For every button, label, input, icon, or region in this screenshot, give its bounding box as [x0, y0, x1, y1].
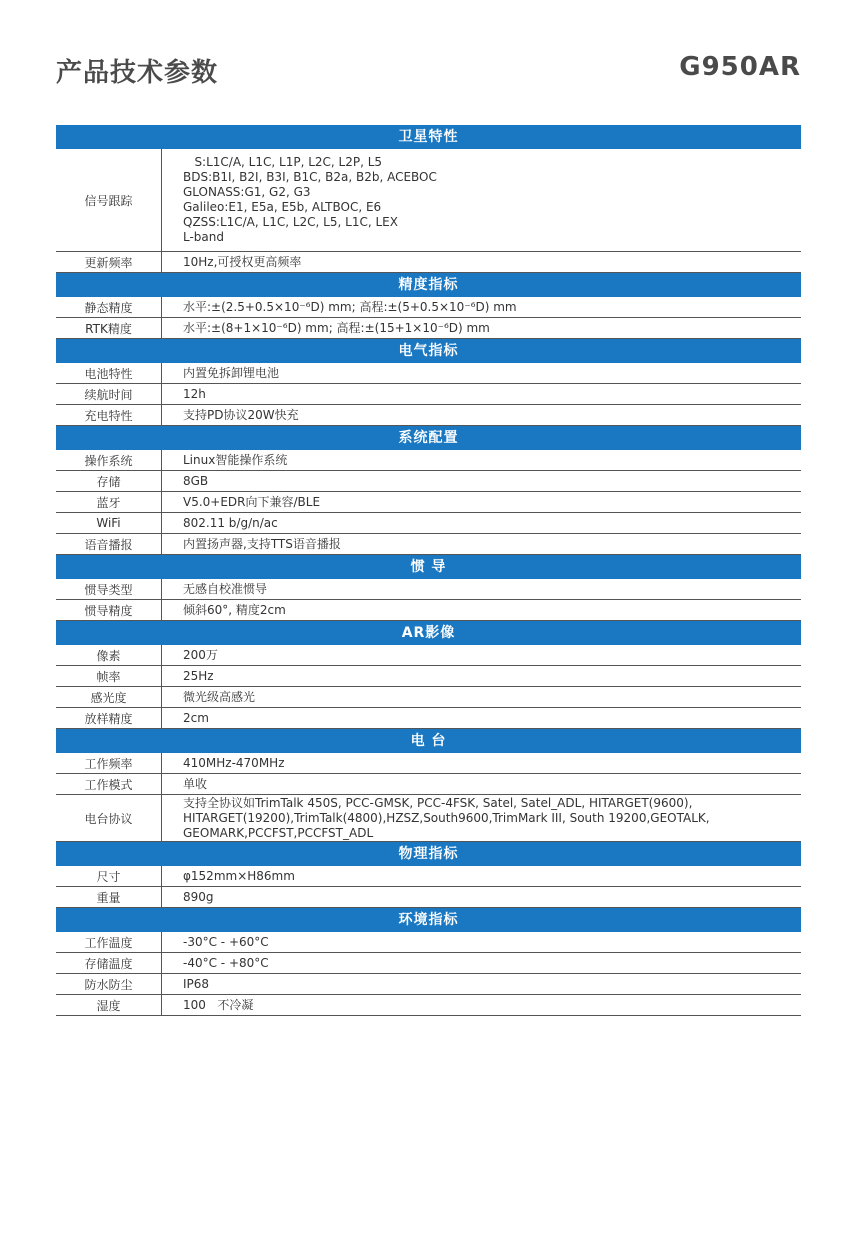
- spec-row: [56, 600, 801, 621]
- spec-value: [162, 252, 801, 272]
- spec-value-line: Galileo:E1, E5a, E5b, ALTBOC, E6: [183, 200, 382, 214]
- spec-value: [162, 932, 801, 952]
- spec-value: [162, 318, 801, 338]
- spec-row: [56, 450, 801, 471]
- spec-value: [162, 579, 801, 599]
- spec-label: 尺寸: [56, 866, 162, 886]
- section-header: 精度指标: [56, 273, 801, 297]
- section-header: 系统配置: [56, 426, 801, 450]
- spec-value: [162, 774, 801, 794]
- spec-value-line: Linux智能操作系统: [183, 452, 288, 467]
- section-header: 环境指标: [56, 908, 801, 932]
- spec-label: 防水防尘: [56, 974, 162, 994]
- spec-value: [162, 953, 801, 973]
- spec-value: [162, 866, 801, 886]
- spec-value: [162, 753, 801, 773]
- spec-value-line: -30°C - +60°C: [183, 934, 269, 949]
- spec-row: [56, 995, 801, 1016]
- spec-row: [56, 932, 801, 953]
- spec-value-line: HITARGET(19200),TrimTalk(4800),HZSZ,South9600,TrimMark III, South 19200,GEOTALK,: [183, 810, 710, 825]
- spec-value: [162, 149, 801, 251]
- spec-value-line: 单收: [183, 776, 208, 791]
- spec-label: 续航时间: [56, 384, 162, 404]
- spec-value-line: 8GB: [183, 473, 209, 488]
- spec-value-line: GLONASS:G1, G2, G3: [183, 185, 311, 199]
- spec-table: [56, 125, 801, 1016]
- spec-label: 放样精度: [56, 708, 162, 728]
- section-header: 电 台: [56, 729, 801, 753]
- model-name: G950AR: [679, 52, 801, 82]
- spec-value-line: GEOMARK,PCCFST,PCCFST_ADL: [183, 825, 374, 840]
- spec-value-line: 支持全协议如TrimTalk 450S, PCC-GMSK, PCC-4FSK, Satel, Satel_ADL, HITARGET(9600),: [183, 795, 693, 810]
- spec-row: [56, 492, 801, 513]
- spec-value: [162, 405, 801, 425]
- spec-value-line: 水平:±(2.5+0.5×10⁻⁶D) mm; 高程:±(5+0.5×10⁻⁶D) mm: [183, 299, 517, 314]
- page-header: [56, 52, 801, 92]
- spec-value-line: QZSS:L1C/A, L1C, L2C, L5, L1C, LEX: [183, 215, 398, 229]
- spec-value: [162, 687, 801, 707]
- spec-row: [56, 384, 801, 405]
- spec-value: [162, 887, 801, 907]
- spec-value-line: 倾斜60°, 精度2cm: [183, 602, 286, 617]
- spec-value-line: 10Hz,可授权更高频率: [183, 254, 302, 269]
- spec-value-line: 12h: [183, 386, 206, 401]
- spec-value: [162, 363, 801, 383]
- spec-value-line: IP68: [183, 976, 210, 991]
- spec-label: 操作系统: [56, 450, 162, 470]
- spec-label: 工作模式: [56, 774, 162, 794]
- spec-label: 电池特性: [56, 363, 162, 383]
- page-title: 产品技术参数: [56, 58, 219, 88]
- spec-value-line: 410MHz-470MHz: [183, 755, 285, 770]
- spec-value: [162, 974, 801, 994]
- spec-row: [56, 645, 801, 666]
- spec-value: [162, 297, 801, 317]
- spec-row: [56, 974, 801, 995]
- spec-value-line: 微光级高感光: [183, 689, 256, 704]
- spec-row: [56, 953, 801, 974]
- spec-row: [56, 666, 801, 687]
- spec-label: 静态精度: [56, 297, 162, 317]
- spec-row: [56, 363, 801, 384]
- spec-label: 惯导类型: [56, 579, 162, 599]
- spec-value-line: L-band: [183, 230, 224, 244]
- spec-row: [56, 579, 801, 600]
- spec-row: [56, 297, 801, 318]
- spec-value-line: 水平:±(8+1×10⁻⁶D) mm; 高程:±(15+1×10⁻⁶D) mm: [183, 320, 490, 335]
- spec-row: [56, 252, 801, 273]
- spec-value: [162, 645, 801, 665]
- spec-value-line: 890g: [183, 889, 214, 904]
- spec-label: WiFi: [56, 513, 162, 533]
- spec-value-line: 200万: [183, 647, 218, 662]
- spec-value: [162, 995, 801, 1015]
- spec-value: [162, 534, 801, 554]
- spec-label: 工作频率: [56, 753, 162, 773]
- spec-label: 更新频率: [56, 252, 162, 272]
- spec-value: [162, 450, 801, 470]
- section-header: 物理指标: [56, 842, 801, 866]
- spec-row: [56, 866, 801, 887]
- spec-value-line: BDS:B1I, B2I, B3I, B1C, B2a, B2b, ACEBOC: [183, 170, 437, 184]
- spec-row: [56, 513, 801, 534]
- spec-label: 像素: [56, 645, 162, 665]
- spec-row: [56, 687, 801, 708]
- spec-value: [162, 471, 801, 491]
- spec-value: [162, 384, 801, 404]
- spec-row: [56, 795, 801, 842]
- spec-value: [162, 513, 801, 533]
- spec-label: 惯导精度: [56, 600, 162, 620]
- spec-value-line: 无感自校准惯导: [183, 581, 268, 596]
- section-header: 卫星特性: [56, 125, 801, 149]
- spec-label: 存储: [56, 471, 162, 491]
- spec-row: [56, 774, 801, 795]
- spec-value-line: φ152mm×H86mm: [183, 868, 295, 883]
- spec-row: [56, 753, 801, 774]
- spec-label: 重量: [56, 887, 162, 907]
- spec-value-line: 25Hz: [183, 668, 214, 683]
- spec-row: [56, 149, 801, 252]
- spec-row: [56, 708, 801, 729]
- spec-value: [162, 795, 801, 841]
- spec-value: [162, 600, 801, 620]
- spec-value-line: V5.0+EDR向下兼容/BLE: [183, 494, 321, 509]
- spec-value: [162, 708, 801, 728]
- section-header: 惯 导: [56, 555, 801, 579]
- spec-label: RTK精度: [56, 318, 162, 338]
- spec-value-line: 内置扬声器,支持TTS语音播报: [183, 536, 341, 551]
- spec-label: 蓝牙: [56, 492, 162, 512]
- section-header: AR影像: [56, 621, 801, 645]
- spec-row: [56, 405, 801, 426]
- spec-label: 充电特性: [56, 405, 162, 425]
- spec-label: 工作温度: [56, 932, 162, 952]
- spec-value-line: -40°C - +80°C: [183, 955, 269, 970]
- spec-label: 语音播报: [56, 534, 162, 554]
- spec-value: [162, 492, 801, 512]
- spec-value-line: 802.11 b/g/n/ac: [183, 515, 278, 530]
- spec-value-line: 内置免拆卸锂电池: [183, 365, 280, 380]
- spec-row: [56, 887, 801, 908]
- spec-row: [56, 471, 801, 492]
- spec-label: 湿度: [56, 995, 162, 1015]
- spec-value-line: 支持PD协议20W快充: [183, 407, 299, 422]
- section-header: 电气指标: [56, 339, 801, 363]
- spec-row: [56, 318, 801, 339]
- spec-label: 帧率: [56, 666, 162, 686]
- spec-label: 感光度: [56, 687, 162, 707]
- spec-label: 电台协议: [56, 795, 162, 841]
- spec-value-line: 2cm: [183, 710, 209, 725]
- spec-value-line: S:L1C/A, L1C, L1P, L2C, L2P, L5: [183, 155, 383, 169]
- spec-label: 存储温度: [56, 953, 162, 973]
- spec-row: [56, 534, 801, 555]
- spec-label: 信号跟踪: [56, 149, 162, 251]
- spec-value: [162, 666, 801, 686]
- spec-value-line: 100 不冷凝: [183, 997, 254, 1012]
